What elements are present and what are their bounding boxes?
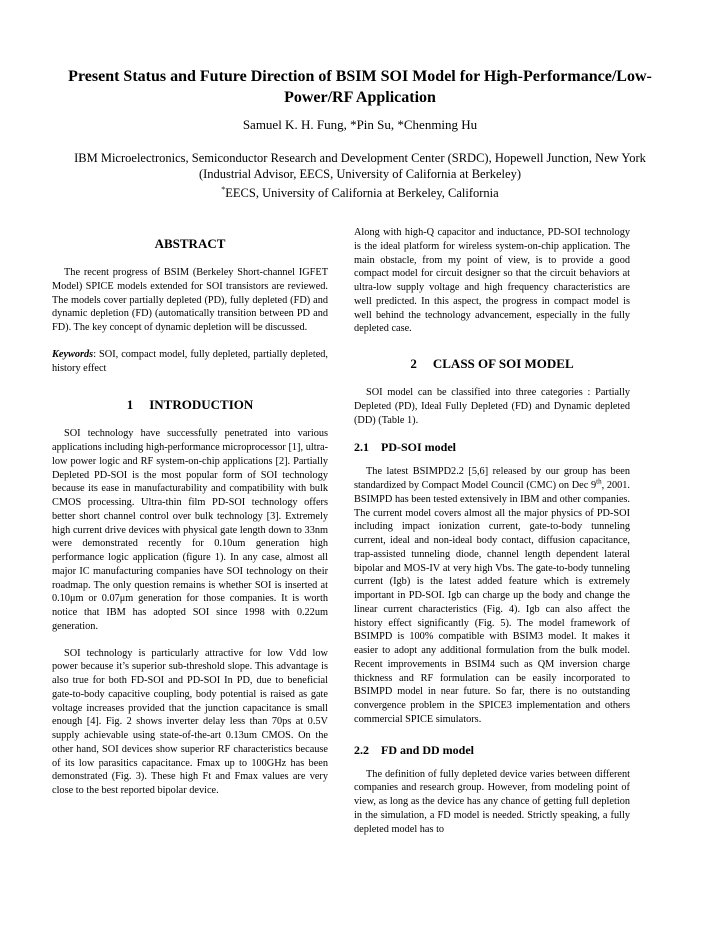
- affiliation-line-1: IBM Microelectronics, Semiconductor Research and Development Center (SRDC), Hopewell Junction, New York: [74, 151, 646, 165]
- author-list: Samuel K. H. Fung, *Pin Su, *Chenming Hu: [242, 117, 478, 132]
- section-2-paragraph: SOI model can be classified into three categories : Partially Depleted (PD), Ideal Fully Depleted (FD) and Dynamic depleted (DD) (Table 1).: [354, 387, 630, 426]
- intro-continuation: Along with high-Q capacitor and inductance, PD-SOI technology is the ideal platform for wireless system-on-chip application. The main obstacle, from my point of view, is to provide a good compact model for circuit designer so that the circuit behaviors at ultra-low supply voltage and high frequency characteristics are well predicted. In this aspect, the progress in compact model is well behind the technology advancement, especially in the fully depleted case.: [354, 227, 630, 335]
- affiliation-mark: *: [221, 185, 226, 194]
- paper-title: Present Status and Future Direction of BSIM SOI Model for High-Performance/Low-Power/RF Application: [68, 68, 652, 106]
- keywords: Keywords: SOI, compact model, fully depleted, partially depleted, history effect: [52, 348, 328, 374]
- section-2-heading: 2 CLASS OF SOI MODEL: [410, 356, 574, 371]
- keywords-label: Keywords: [52, 348, 94, 360]
- section-1-paragraph-1: SOI technology have successfully penetrated into various applications including high-performance microprocessor [1], ultra-low power logic and RF system-on-chip applications [2]. Partially Depleted PD-SOI is the most popular form of SOI technology because its ease in manufacturability and compatibility with bulk CMOS processing. Ultra-thin film PD-SOI technology offers better short channel control over bulk technology [3]. Extremely high current drive devices with physical gate length down to 33nm were demonstrated recently for 0.10um generation high performance logic application (figure 1). In any case, almost all major IC manufacturing companies have SOI technology on their roadmap. The only question remains is whether SOI is inserted at 0.10μm or 0.07μm generation for those companies. It is worth notice that IBM has adopted SOI since 1998 with 0.22um generation.: [52, 428, 328, 632]
- subsection-2-1-heading: 2.1 PD-SOI model: [354, 440, 456, 455]
- subsection-2-2-heading: 2.2 FD and DD model: [354, 742, 475, 757]
- subsection-2-1-text: The latest BSIMPD2.2 [5,6] released by our group has been standardized by Compact Model Council (CMC) on Dec 9th, 2001. BSIMPD has been tested extensively in IBM and other companies. The current model covers almost all the major physics of PD-SOI including impact ionization current, gate-to-body tunneling current, ideal and non-ideal body contact, diffusion capacitance, trap-assisted tunneling diode, channel length dependent lateral bipolar and MOS-IV at very high Vbs. The gate-to-body tunneling current (Igb) is the latest added feature which is extremely important in PD-SOI. Igb can charge up the body and change the linear current characteristics (Fig. 4). Igb can also affect the history effect significantly (Fig. 5). The model framework of BSIMPD is 100% compatible with BSIM3 model. It makes it easier to adopt any additional formulation from the bulk model. Recent improvements in BSIM4 such as QM inversion charge thickness and RF formulation can be easily incorporated to BSIMPD model in near future. So far, there is no outstanding convergence problem in the SPICE3 implementation and others commercial SPICE simulators.: [354, 466, 630, 725]
- affiliation-line-3: *EECS, University of California at Berkeley, California: [221, 185, 499, 201]
- subsection-2-2-text: The definition of fully depleted device varies between different companies and research group. However, from modeling point of view, as long as the device has any chance of getting full depletion in the simulation, a FD model is needed. Strictly speaking, a fully depleted model has to: [354, 768, 630, 835]
- section-1-heading: 1 INTRODUCTION: [126, 397, 254, 413]
- affiliations: [20, 150, 700, 201]
- abstract-text: The recent progress of BSIM (Berkeley Short-channel IGFET Model) SPICE models extended for SOI transistors are reviewed. The models cover partially depleted (PD), fully depleted (FD) and dynamic depletion (FD) (automatically transition between PD and FD). The key concept of dynamic depletion will be discussed.: [52, 267, 328, 333]
- abstract-heading: ABSTRACT: [154, 236, 226, 251]
- right-column: [354, 226, 630, 849]
- section-1-paragraph-2: SOI technology is particularly attractive for low Vdd low power because it’s superior sub-threshold slope. This advantage is also true for both FD-SOI and PD-SOI In PD, due to beneficial gate-to-body capacitive coupling, body potential is raised as gate voltage increases provided that the junction capacitance is small enough [4]. Fig. 2 shows inverter delay less than 70ps at 0.5V supply achievable using state-of-the-art 0.13um CMOS. On the other hand, SOI devices show superior RF characteristics because of its low parasitics capacitance. Fmax up to 100GHz has been demonstrated (Fig. 3). These high Ft and Fmax values are very close to the best reported bipolar device.: [52, 647, 328, 796]
- left-column: [52, 226, 328, 811]
- affiliation-line-2: (Industrial Advisor, EECS, University of California at Berkeley): [198, 167, 521, 181]
